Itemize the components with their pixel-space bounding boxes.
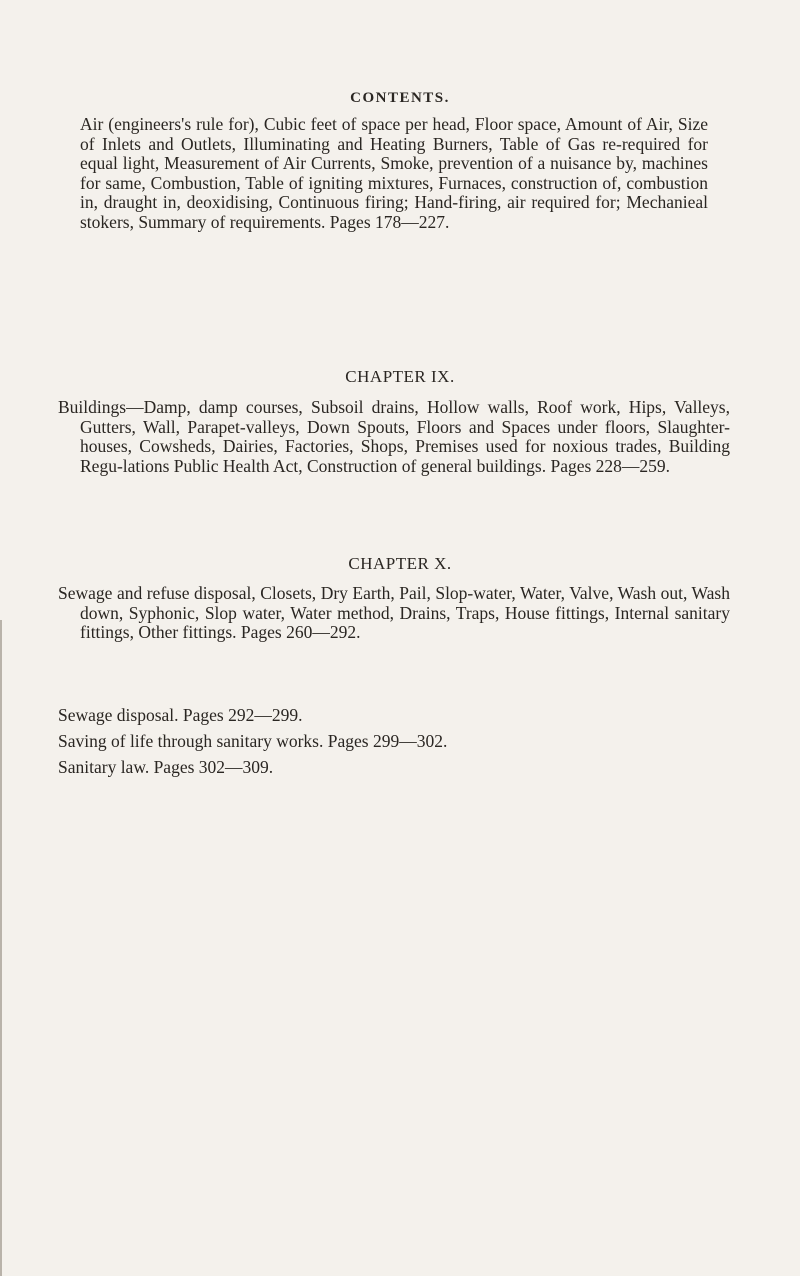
sewage-disposal-entry: Sewage disposal. Pages 292—299.: [58, 705, 303, 725]
sanitary-law-entry: Sanitary law. Pages 302—309.: [58, 757, 274, 777]
chapter-x-heading: CHAPTER X.: [348, 554, 452, 573]
chapter-ix-entry: Buildings—Damp, damp courses, Subsoil drains, Hollow walls, Roof work, Hips, Valleys, Gutters, Wall, Parapet-valleys, Down Spouts, Floors and Spaces under floors, Slaughter-houses, Cowsheds, Dairies, Factories, Shops, Premises used for noxious trades, Building Regu-lations Public Health Act, Construction of general buildings. Pages 228—259.: [58, 397, 730, 476]
chapter-viii-continued-entry: Air (engineers's rule for), Cubic feet of space per head, Floor space, Amount of Air, Size of Inlets and Outlets, Illuminating and Heating Burners, Table of Gas re-required for equal light, Measurement of Air Currents, Smoke, prevention of a nuisance by, machines for same, Combustion, Table of igniting mixtures, Furnaces, construction of, combustion in, draught in, deoxidising, Continuous firing; Hand-firing, air required for; Mechanieal stokers, Summary of requirements. Pages 178—227.: [80, 114, 708, 232]
running-head: CONTENTS.: [350, 90, 450, 106]
chapter-x-entry: Sewage and refuse disposal, Closets, Dry Earth, Pail, Slop-water, Water, Valve, Wash out, Wash down, Syphonic, Slop water, Water method, Drains, Traps, House fittings, Internal sanitary fittings, Other fittings. Pages 260—292.: [58, 583, 730, 642]
chapter-ix-heading: CHAPTER IX.: [345, 367, 455, 386]
scan-edge-shadow: [0, 620, 2, 1276]
saving-of-life-entry: Saving of life through sanitary works. Pages 299—302.: [58, 731, 448, 751]
